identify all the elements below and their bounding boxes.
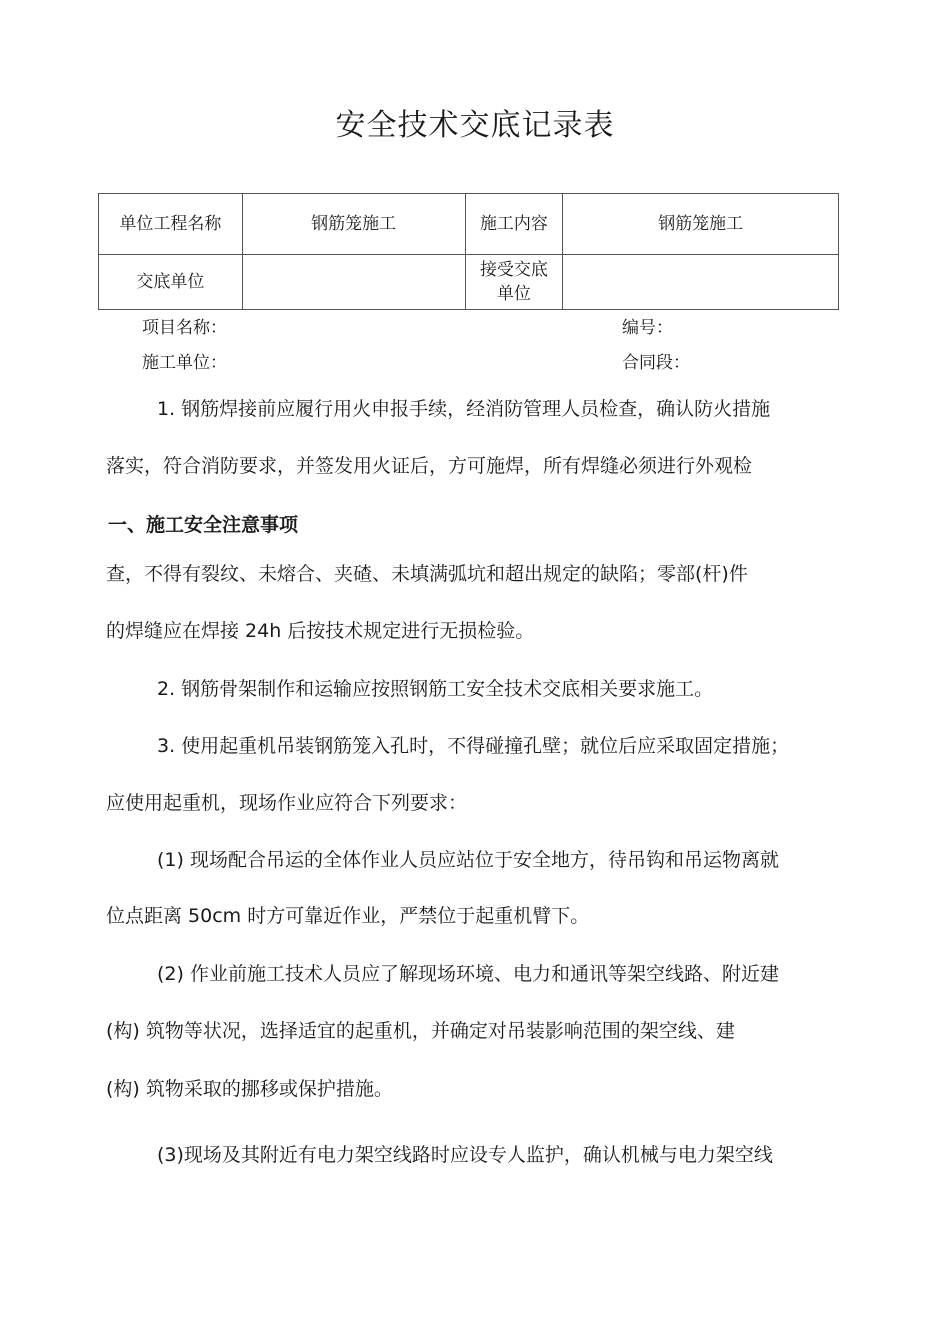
body-line: (1) 现场配合吊运的全体作业人员应站位于安全地方，待吊钩和吊运物离就 [157, 849, 779, 871]
construction-content-value: 钢筋笼施工 [563, 194, 839, 255]
receiving-unit-label-line2: 单位 [496, 284, 531, 304]
receiving-unit-value [563, 255, 839, 310]
info-table [98, 193, 839, 310]
document-title: 安全技术交底记录表 [335, 108, 615, 143]
body-line: (2) 作业前施工技术人员应了解现场环境、电力和通讯等架空线路、附近建 [157, 963, 779, 985]
body-line: 查，不得有裂纹、未熔合、夹碴、未填满弧坑和超出规定的缺陷；零部(杆)件 [106, 563, 748, 585]
briefing-unit-value [242, 255, 465, 310]
section-heading: 一、施工安全注意事项 [108, 514, 299, 536]
body-line: 3. 使用起重机吊装钢筋笼入孔时，不得碰撞孔壁；就位后应采取固定措施； [157, 735, 790, 757]
unit-project-name-label: 单位工程名称 [99, 194, 243, 255]
unit-project-name-value: 钢筋笼施工 [242, 194, 465, 255]
construction-unit-label: 施工单位： [142, 353, 227, 373]
table-row [99, 255, 839, 310]
body-line: 落实，符合消防要求，并签发用火证后，方可施焊，所有焊缝必须进行外观检 [106, 455, 753, 477]
body-line: 的焊缝应在焊接 24h 后按技术规定进行无损检验。 [106, 620, 535, 642]
receiving-unit-label-line1: 接受交底 [479, 260, 548, 280]
body-line: 1. 钢筋焊接前应履行用火申报手续，经消防管理人员检查，确认防火措施 [157, 398, 771, 420]
contract-section-label: 合同段： [622, 353, 690, 373]
number-label: 编号： [622, 318, 673, 338]
body-line: 应使用起重机，现场作业应符合下列要求： [106, 792, 468, 814]
briefing-unit-label: 交底单位 [99, 255, 243, 310]
body-line: (构) 筑物等状况，选择适宜的起重机，并确定对吊装影响范围的架空线、建 [106, 1020, 735, 1042]
table-row [99, 194, 839, 255]
body-line: 2. 钢筋骨架制作和运输应按照钢筋工安全技术交底相关要求施工。 [157, 678, 714, 700]
receiving-unit-label [465, 255, 563, 310]
body-line: 位点距离 50cm 时方可靠近作业，严禁位于起重机臂下。 [106, 905, 590, 927]
project-name-label: 项目名称： [142, 318, 227, 338]
body-line: (构) 筑物采取的挪移或保护措施。 [106, 1078, 393, 1100]
construction-content-label: 施工内容 [465, 194, 563, 255]
body-line: (3)现场及其附近有电力架空线路时应设专人监护，确认机械与电力架空线 [157, 1144, 773, 1166]
